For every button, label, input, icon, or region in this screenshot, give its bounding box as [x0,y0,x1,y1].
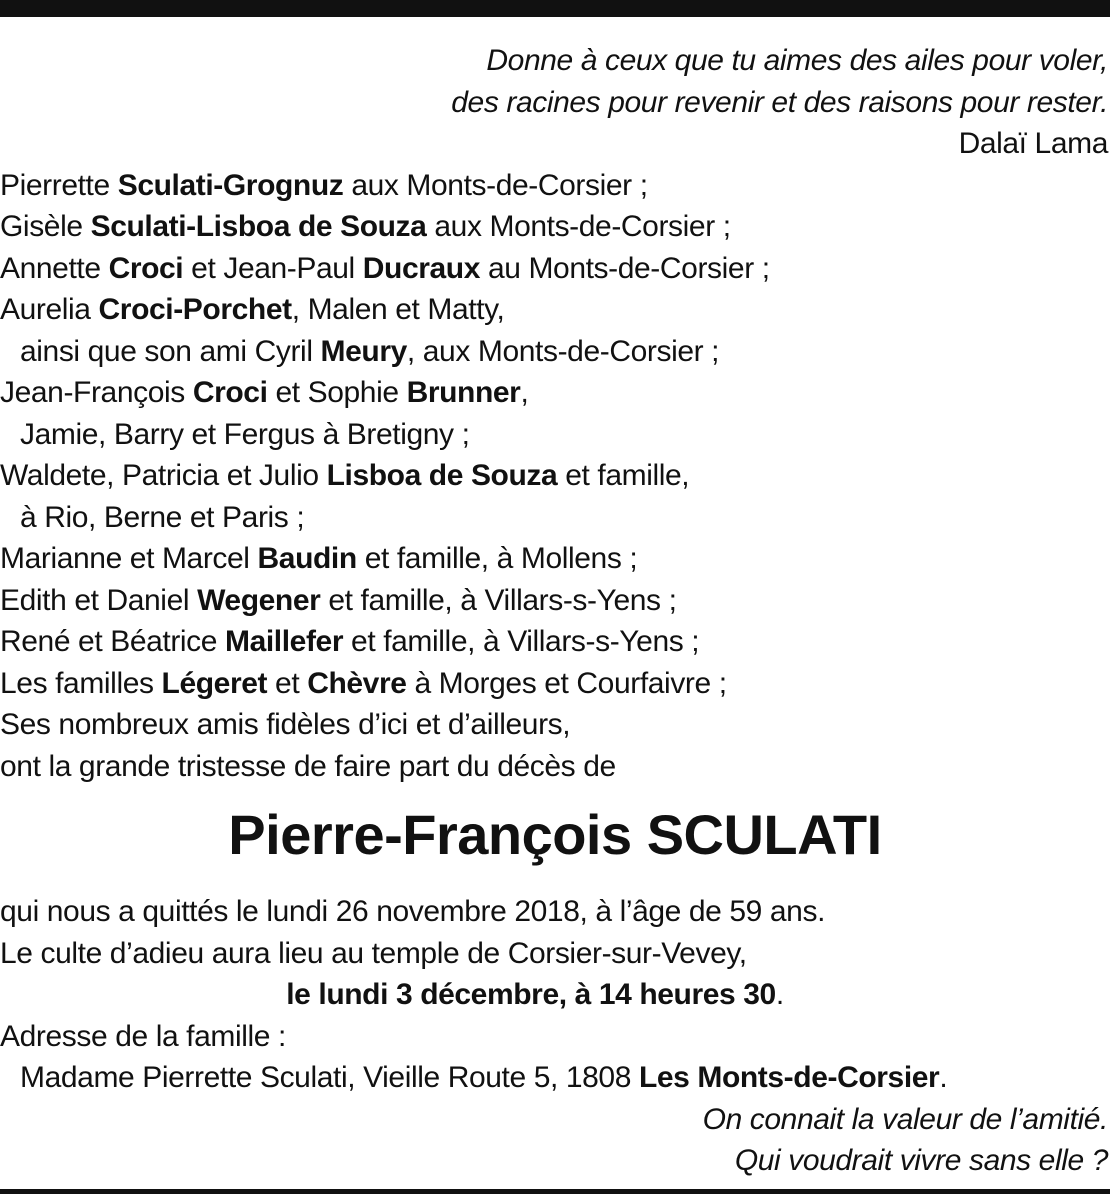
family-line: Waldete, Patricia et Julio Lisboa de Souza et famille, [0,459,690,492]
top-rule [0,0,1110,17]
family-line: Jean-François Croci et Sophie Brunner, [0,376,529,409]
family-line: Les familles Légeret et Chèvre à Morges et Courfaivre ; [0,666,727,700]
family-line: Aurelia Croci-Porchet, Malen et Matty, [0,293,505,326]
family-line: Ses nombreux amis fidèles d’ici et d’ailleurs, [0,708,571,741]
ceremony-place-line: Le culte d’adieu aura lieu au temple de Corsier-sur-Vevey, [0,936,747,970]
obituary-notice [0,40,1110,1182]
family-line: Edith et Daniel Wegener et famille, à Villars-s-Yens ; [0,583,677,617]
family-list [0,165,1110,788]
quote-top-line-2: des racines pour revenir et des raisons pour rester. [451,85,1108,119]
quote-author: Dalaï Lama [958,127,1108,160]
family-line: Annette Croci et Jean-Paul Ducraux au Monts-de-Corsier ; [0,251,770,285]
family-line: Gisèle Sculati-Lisboa de Souza aux Monts-de-Corsier ; [0,210,731,243]
deceased-name: Pierre-François SCULATI [228,803,882,866]
family-line: à Rio, Berne et Paris ; [20,500,305,534]
family-line: ont la grande tristesse de faire part du décès de [0,749,616,783]
address-label: Adresse de la famille : [0,1019,286,1053]
passing-date-line: qui nous a quittés le lundi 26 novembre 2018, à l’âge de 59 ans. [0,895,826,928]
quote-bottom-line-2: Qui voudrait vivre sans elle ? [734,1144,1108,1177]
family-line: René et Béatrice Maillefer et famille, à Villars-s-Yens ; [0,625,700,658]
bottom-rule [0,1189,1110,1194]
quote-bottom-line-1: On connait la valeur de l’amitié. [702,1102,1108,1136]
family-line: Marianne et Marcel Baudin et famille, à Mollens ; [0,542,638,575]
quote-top-line-1: Donne à ceux que tu aimes des ailes pour voler, [486,44,1108,77]
family-line: Jamie, Barry et Fergus à Bretigny ; [20,417,470,451]
ceremony-date: le lundi 3 décembre, à 14 heures 30 [286,978,776,1011]
family-line: Pierrette Sculati-Grognuz aux Monts-de-Corsier ; [0,168,648,202]
ceremony-date-line: le lundi 3 décembre, à 14 heures 30. [286,978,784,1011]
family-address: Madame Pierrette Sculati, Vieille Route 5, 1808 Les Monts-de-Corsier. [20,1061,948,1094]
family-line: ainsi que son ami Cyril Meury, aux Monts-de-Corsier ; [20,334,720,368]
